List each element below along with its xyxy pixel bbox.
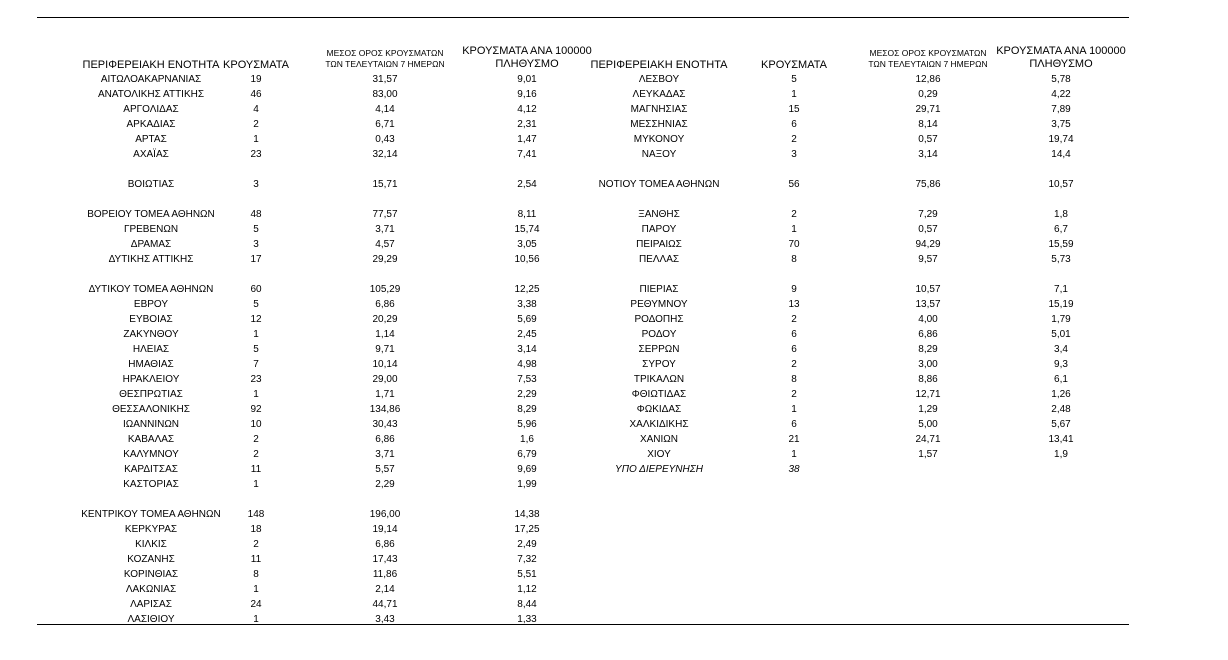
per100k-value: 3,75 [1051, 119, 1071, 130]
region-name: ΦΩΚΙΔΑΣ [636, 404, 682, 415]
per100k-value: 5,67 [1051, 419, 1071, 430]
cases-value: 11 [250, 554, 262, 565]
cases-value: 7 [253, 359, 259, 370]
region-name: ΤΡΙΚΑΛΩΝ [633, 374, 685, 385]
cases-value: 6 [791, 329, 797, 340]
region-name: ΚΙΛΚΙΣ [135, 539, 167, 550]
cases-value: 148 [247, 509, 265, 520]
header-cases: ΚΡΟΥΣΜΑΤΑ [761, 59, 827, 71]
cases-value: 3 [253, 179, 259, 190]
avg7-value: 11,86 [372, 569, 398, 580]
region-name: ΕΥΒΟΙΑΣ [129, 314, 173, 325]
avg7-value: 94,29 [915, 239, 941, 250]
avg7-value: 6,71 [375, 119, 395, 130]
avg7-value: 29,71 [915, 104, 941, 115]
avg7-value [310, 267, 460, 282]
per100k-value: 6,79 [517, 449, 537, 460]
cases-value: 18 [250, 524, 262, 535]
per100k-value: 6,7 [1054, 224, 1068, 235]
per100k-value: 9,16 [517, 89, 537, 100]
region-name: ΛΑΡΙΣΑΣ [130, 599, 172, 610]
region-name: ΗΜΑΘΙΑΣ [128, 359, 174, 370]
per100k-value: 1,79 [1051, 314, 1071, 325]
cases-value: 5 [791, 74, 797, 85]
avg7-value: 0,57 [918, 134, 938, 145]
cases-value: 6 [791, 344, 797, 355]
region-name: ΧΑΝΙΩΝ [639, 434, 679, 445]
header-region: ΠΕΡΙΦΕΡΕΙΑΚΗ ΕΝΟΤΗΤΑ [82, 59, 220, 71]
per100k-value: 7,41 [517, 149, 537, 160]
cases-value: 19 [250, 74, 262, 85]
region-name: ΚΑΡΔΙΤΣΑΣ [124, 464, 178, 475]
per100k-value: 1,6 [520, 434, 534, 445]
avg7-value: 6,86 [375, 434, 395, 445]
avg7-value: 29,00 [372, 374, 398, 385]
cases-value: 1 [253, 614, 259, 625]
cases-value: 24 [250, 599, 262, 610]
cases-value: 10 [250, 419, 262, 430]
cases-value: 8 [791, 374, 797, 385]
cases-value: 1 [791, 89, 797, 100]
per100k-value: 15,19 [1048, 299, 1074, 310]
region-name: ΚΑΒΑΛΑΣ [127, 434, 175, 445]
header-per100k-line1: ΚΡΟΥΣΜΑΤΑ ΑΝΑ 100000 [996, 45, 1126, 57]
region-name: ΗΛΕΙΑΣ [132, 344, 170, 355]
header-per100k-line2: ΠΛΗΘΥΣΜΟ [1029, 58, 1093, 70]
avg7-value: 12,71 [915, 389, 941, 400]
cases-value: 6 [791, 419, 797, 430]
avg7-value: 105,29 [369, 284, 401, 295]
cases-value: 2 [791, 209, 797, 220]
per100k-value: 3,05 [517, 239, 537, 250]
per100k-value: 2,49 [517, 539, 537, 550]
cases-value [213, 492, 299, 507]
region-name: ΜΑΓΝΗΣΙΑΣ [630, 104, 688, 115]
region-name: ΚΑΣΤΟΡΙΑΣ [123, 479, 179, 490]
avg7-value [853, 462, 1003, 477]
per100k-value: 10,56 [514, 254, 540, 265]
per100k-value: 13,41 [1048, 434, 1074, 445]
avg7-value: 29,29 [372, 254, 398, 265]
avg7-value: 4,57 [375, 239, 395, 250]
cases-value [751, 267, 837, 282]
per100k-value: 14,4 [1051, 149, 1071, 160]
cases-value: 56 [788, 179, 800, 190]
cases-value: 8 [791, 254, 797, 265]
avg7-value: 3,71 [375, 449, 395, 460]
header-avg7-line1: ΜΕΣΟΣ ΟΡΟΣ ΚΡΟΥΣΜΑΤΩΝ [869, 48, 987, 58]
avg7-value: 12,86 [915, 74, 941, 85]
cases-value: 1 [253, 329, 259, 340]
per100k-value: 5,78 [1051, 74, 1071, 85]
per100k-value: 9,01 [517, 74, 537, 85]
per100k-value: 2,48 [1051, 404, 1071, 415]
region-name: ΠΙΕΡΙΑΣ [639, 284, 679, 295]
header-avg7-line1: ΜΕΣΟΣ ΟΡΟΣ ΚΡΟΥΣΜΑΤΩΝ [326, 48, 444, 58]
avg7-value: 5,57 [375, 464, 395, 475]
per100k-value: 4,12 [517, 104, 537, 115]
per100k-value: 17,25 [514, 524, 540, 535]
region-name: ΚΟΖΑΝΗΣ [127, 554, 175, 565]
cases-value [751, 192, 837, 207]
region-name: ΥΠΟ ΔΙΕΡΕΥΝΗΣΗ [615, 464, 703, 475]
cases-value: 21 [788, 434, 800, 445]
avg7-value: 0,29 [918, 89, 938, 100]
cases-value [213, 267, 299, 282]
cases-value: 60 [250, 284, 262, 295]
avg7-value: 10,14 [372, 359, 398, 370]
region-name: ΘΕΣΠΡΩΤΙΑΣ [119, 389, 183, 400]
per100k-value: 5,96 [517, 419, 537, 430]
avg7-value [853, 192, 1003, 207]
per100k-value: 1,99 [517, 479, 537, 490]
avg7-value: 6,86 [375, 539, 395, 550]
region-name: ΦΘΙΩΤΙΔΑΣ [631, 389, 687, 400]
per100k-value: 2,29 [517, 389, 537, 400]
cases-value: 1 [791, 224, 797, 235]
avg7-value: 0,57 [918, 224, 938, 235]
region-name [590, 162, 728, 177]
region-name: ΓΡΕΒΕΝΩΝ [123, 224, 179, 235]
avg7-value [853, 162, 1003, 177]
region-name: ΧΙΟΥ [647, 449, 671, 460]
avg7-value: 9,57 [918, 254, 938, 265]
per100k-value [986, 462, 1136, 477]
region-name [590, 192, 728, 207]
cases-value: 4 [253, 104, 259, 115]
avg7-value: 3,43 [375, 614, 395, 625]
cases-value: 5 [253, 299, 259, 310]
avg7-value: 77,57 [372, 209, 398, 220]
cases-value: 2 [253, 119, 259, 130]
avg7-value: 10,57 [915, 284, 941, 295]
per100k-value: 1,26 [1051, 389, 1071, 400]
cases-value: 12 [250, 314, 262, 325]
cases-value: 6 [791, 119, 797, 130]
avg7-value: 8,29 [918, 344, 938, 355]
avg7-value: 6,86 [375, 299, 395, 310]
per100k-value [452, 162, 602, 177]
cases-value: 2 [791, 359, 797, 370]
cases-value: 3 [791, 149, 797, 160]
avg7-value: 44,71 [372, 599, 398, 610]
per100k-value: 9,69 [517, 464, 537, 475]
region-name: ΧΑΛΚΙΔΙΚΗΣ [629, 419, 689, 430]
cases-value: 5 [253, 224, 259, 235]
avg7-value: 75,86 [915, 179, 941, 190]
region-name: ΖΑΚΥΝΘΟΥ [123, 329, 179, 340]
region-name: ΒΟΡΕΙΟΥ ΤΟΜΕΑ ΑΘΗΝΩΝ [87, 209, 215, 220]
header-avg7-line2: ΤΩΝ ΤΕΛΕΥΤΑΙΩΝ 7 ΗΜΕΡΩΝ [868, 59, 988, 69]
cases-value: 2 [791, 314, 797, 325]
region-name: ΠΕΛΛΑΣ [638, 254, 680, 265]
per100k-value: 2,31 [517, 119, 537, 130]
per100k-value: 1,9 [1054, 449, 1068, 460]
region-name: ΑΝΑΤΟΛΙΚΗΣ ΑΤΤΙΚΗΣ [97, 89, 205, 100]
per100k-value: 10,57 [1048, 179, 1074, 190]
cases-value: 1 [253, 584, 259, 595]
per100k-value: 8,11 [517, 209, 537, 220]
per100k-value [986, 192, 1136, 207]
top-rule [37, 17, 1129, 18]
per100k-value: 7,32 [517, 554, 537, 565]
per100k-value: 14,38 [514, 509, 540, 520]
region-name: ΡΟΔΟΥ [641, 329, 677, 340]
avg7-value: 83,00 [372, 89, 398, 100]
cases-value: 48 [250, 209, 262, 220]
cases-value: 46 [250, 89, 262, 100]
avg7-value: 196,00 [369, 509, 401, 520]
avg7-value: 4,14 [375, 104, 395, 115]
per100k-value: 1,12 [517, 584, 537, 595]
region-name: ΔΥΤΙΚΟΥ ΤΟΜΕΑ ΑΘΗΝΩΝ [88, 284, 214, 295]
cases-value: 2 [791, 134, 797, 145]
per100k-value: 7,1 [1054, 284, 1068, 295]
cases-value: 2 [253, 434, 259, 445]
cases-value: 1 [253, 479, 259, 490]
avg7-value [310, 492, 460, 507]
per100k-value: 3,38 [517, 299, 537, 310]
per100k-value: 4,22 [1051, 89, 1071, 100]
region-name: ΚΑΛΥΜΝΟΥ [123, 449, 179, 460]
per100k-value: 5,01 [1051, 329, 1071, 340]
avg7-value: 31,57 [372, 74, 398, 85]
per100k-value: 4,98 [517, 359, 537, 370]
cases-value: 70 [788, 239, 800, 250]
region-name: ΔΡΑΜΑΣ [130, 239, 172, 250]
header-per100k-line1: ΚΡΟΥΣΜΑΤΑ ΑΝΑ 100000 [462, 45, 592, 57]
avg7-value: 2,14 [375, 584, 395, 595]
avg7-value: 2,29 [375, 479, 395, 490]
region-name: ΣΥΡΟΥ [642, 359, 676, 370]
header-avg7-line2: ΤΩΝ ΤΕΛΕΥΤΑΙΩΝ 7 ΗΜΕΡΩΝ [325, 59, 445, 69]
cases-value: 11 [250, 464, 262, 475]
region-name: ΑΡΚΑΔΙΑΣ [126, 119, 176, 130]
per100k-value: 9,3 [1054, 359, 1068, 370]
per100k-value: 7,89 [1051, 104, 1071, 115]
avg7-value: 32,14 [372, 149, 398, 160]
per100k-value: 2,54 [517, 179, 537, 190]
cases-value: 1 [791, 449, 797, 460]
cases-value: 1 [791, 404, 797, 415]
per100k-value: 5,69 [517, 314, 537, 325]
per100k-value [986, 267, 1136, 282]
region-name: ΝΟΤΙΟΥ ΤΟΜΕΑ ΑΘΗΝΩΝ [598, 179, 720, 190]
per100k-value [986, 162, 1136, 177]
region-name: ΚΟΡΙΝΘΙΑΣ [123, 569, 179, 580]
cases-value: 38 [788, 464, 800, 475]
avg7-value: 6,86 [918, 329, 938, 340]
avg7-value: 1,29 [918, 404, 938, 415]
avg7-value: 19,14 [372, 524, 398, 535]
avg7-value: 3,14 [918, 149, 938, 160]
region-name [590, 267, 728, 282]
region-name: ΜΥΚΟΝΟΥ [633, 134, 685, 145]
avg7-value: 20,29 [372, 314, 398, 325]
region-name: ΡΟΔΟΠΗΣ [634, 314, 684, 325]
region-name: ΔΥΤΙΚΗΣ ΑΤΤΙΚΗΣ [108, 254, 194, 265]
avg7-value: 3,00 [918, 359, 938, 370]
cases-value: 92 [250, 404, 262, 415]
avg7-value: 17,43 [372, 554, 398, 565]
header-region: ΠΕΡΙΦΕΡΕΙΑΚΗ ΕΝΟΤΗΤΑ [590, 59, 728, 71]
per100k-value: 3,4 [1054, 344, 1068, 355]
avg7-value: 8,14 [918, 119, 938, 130]
avg7-value [310, 162, 460, 177]
avg7-value [853, 267, 1003, 282]
avg7-value: 30,43 [372, 419, 398, 430]
region-name: ΘΕΣΣΑΛΟΝΙΚΗΣ [112, 404, 190, 415]
per100k-value: 15,74 [514, 224, 540, 235]
per100k-value: 6,1 [1054, 374, 1068, 385]
cases-value: 23 [250, 374, 262, 385]
cases-value: 5 [253, 344, 259, 355]
region-name: ΜΕΣΣΗΝΙΑΣ [630, 119, 688, 130]
avg7-value: 15,71 [372, 179, 398, 190]
avg7-value: 1,57 [918, 449, 938, 460]
region-name: ΛΕΣΒΟΥ [638, 74, 680, 85]
cases-value: 8 [253, 569, 259, 580]
region-name: ΛΑΣΙΘΙΟΥ [127, 614, 175, 625]
avg7-value: 3,71 [375, 224, 395, 235]
region-name: ΒΟΙΩΤΙΑΣ [127, 179, 175, 190]
header-cases: ΚΡΟΥΣΜΑΤΑ [223, 59, 289, 71]
per100k-value [452, 492, 602, 507]
cases-value: 1 [253, 389, 259, 400]
bottom-rule [37, 624, 1129, 625]
cases-value: 2 [253, 539, 259, 550]
avg7-value: 7,29 [918, 209, 938, 220]
avg7-value: 5,00 [918, 419, 938, 430]
region-name: ΙΩΑΝΝΙΝΩΝ [122, 419, 180, 430]
cases-value [751, 162, 837, 177]
region-name: ΠΕΙΡΑΙΩΣ [636, 239, 682, 250]
region-name: ΚΕΡΚΥΡΑΣ [124, 524, 178, 535]
avg7-value: 1,14 [375, 329, 395, 340]
per100k-value: 2,45 [517, 329, 537, 340]
region-name: ΛΕΥΚΑΔΑΣ [632, 89, 686, 100]
region-name: ΚΕΝΤΡΙΚΟΥ ΤΟΜΕΑ ΑΘΗΝΩΝ [81, 509, 221, 520]
per100k-value: 5,73 [1051, 254, 1071, 265]
avg7-value: 1,71 [375, 389, 395, 400]
per100k-value: 3,14 [517, 344, 537, 355]
cases-value: 17 [250, 254, 262, 265]
region-name: ΞΑΝΘΗΣ [638, 209, 680, 220]
region-name: ΑΧΑΪΑΣ [133, 149, 169, 160]
cases-value: 2 [791, 389, 797, 400]
cases-value: 2 [253, 449, 259, 460]
per100k-value: 7,53 [517, 374, 537, 385]
region-name: ΑΙΤΩΛΟΑΚΑΡΝΑΝΙΑΣ [100, 74, 202, 85]
region-name: ΝΑΞΟΥ [641, 149, 677, 160]
per100k-value: 1,8 [1054, 209, 1068, 220]
avg7-value: 13,57 [915, 299, 941, 310]
avg7-value: 134,86 [369, 404, 401, 415]
region-name: ΠΑΡΟΥ [641, 224, 677, 235]
per100k-value [452, 267, 602, 282]
avg7-value: 0,43 [375, 134, 395, 145]
per100k-value: 8,29 [517, 404, 537, 415]
avg7-value: 9,71 [375, 344, 395, 355]
cases-value [213, 162, 299, 177]
per100k-value [452, 192, 602, 207]
avg7-value: 4,00 [918, 314, 938, 325]
cases-value: 13 [788, 299, 800, 310]
region-name: ΡΕΘΥΜΝΟΥ [630, 299, 688, 310]
cases-value [213, 192, 299, 207]
avg7-value: 24,71 [915, 434, 941, 445]
cases-value: 15 [788, 104, 800, 115]
cases-value: 3 [253, 239, 259, 250]
cases-value: 1 [253, 134, 259, 145]
per100k-value: 1,47 [517, 134, 537, 145]
per100k-value: 15,59 [1048, 239, 1074, 250]
region-name: ΑΡΓΟΛΙΔΑΣ [123, 104, 179, 115]
region-name: ΣΕΡΡΩΝ [638, 344, 680, 355]
header-per100k-line2: ΠΛΗΘΥΣΜΟ [495, 58, 559, 70]
region-name: ΛΑΚΩΝΙΑΣ [125, 584, 177, 595]
per100k-value: 1,33 [517, 614, 537, 625]
cases-value: 23 [250, 149, 262, 160]
avg7-value [310, 192, 460, 207]
per100k-value: 12,25 [514, 284, 540, 295]
avg7-value: 8,86 [918, 374, 938, 385]
region-name: ΗΡΑΚΛΕΙΟΥ [122, 374, 180, 385]
per100k-value: 5,51 [517, 569, 537, 580]
region-name: ΕΒΡΟΥ [133, 299, 169, 310]
per100k-value: 8,44 [517, 599, 537, 610]
per100k-value: 19,74 [1048, 134, 1074, 145]
cases-value: 9 [791, 284, 797, 295]
region-name: ΑΡΤΑΣ [135, 134, 167, 145]
